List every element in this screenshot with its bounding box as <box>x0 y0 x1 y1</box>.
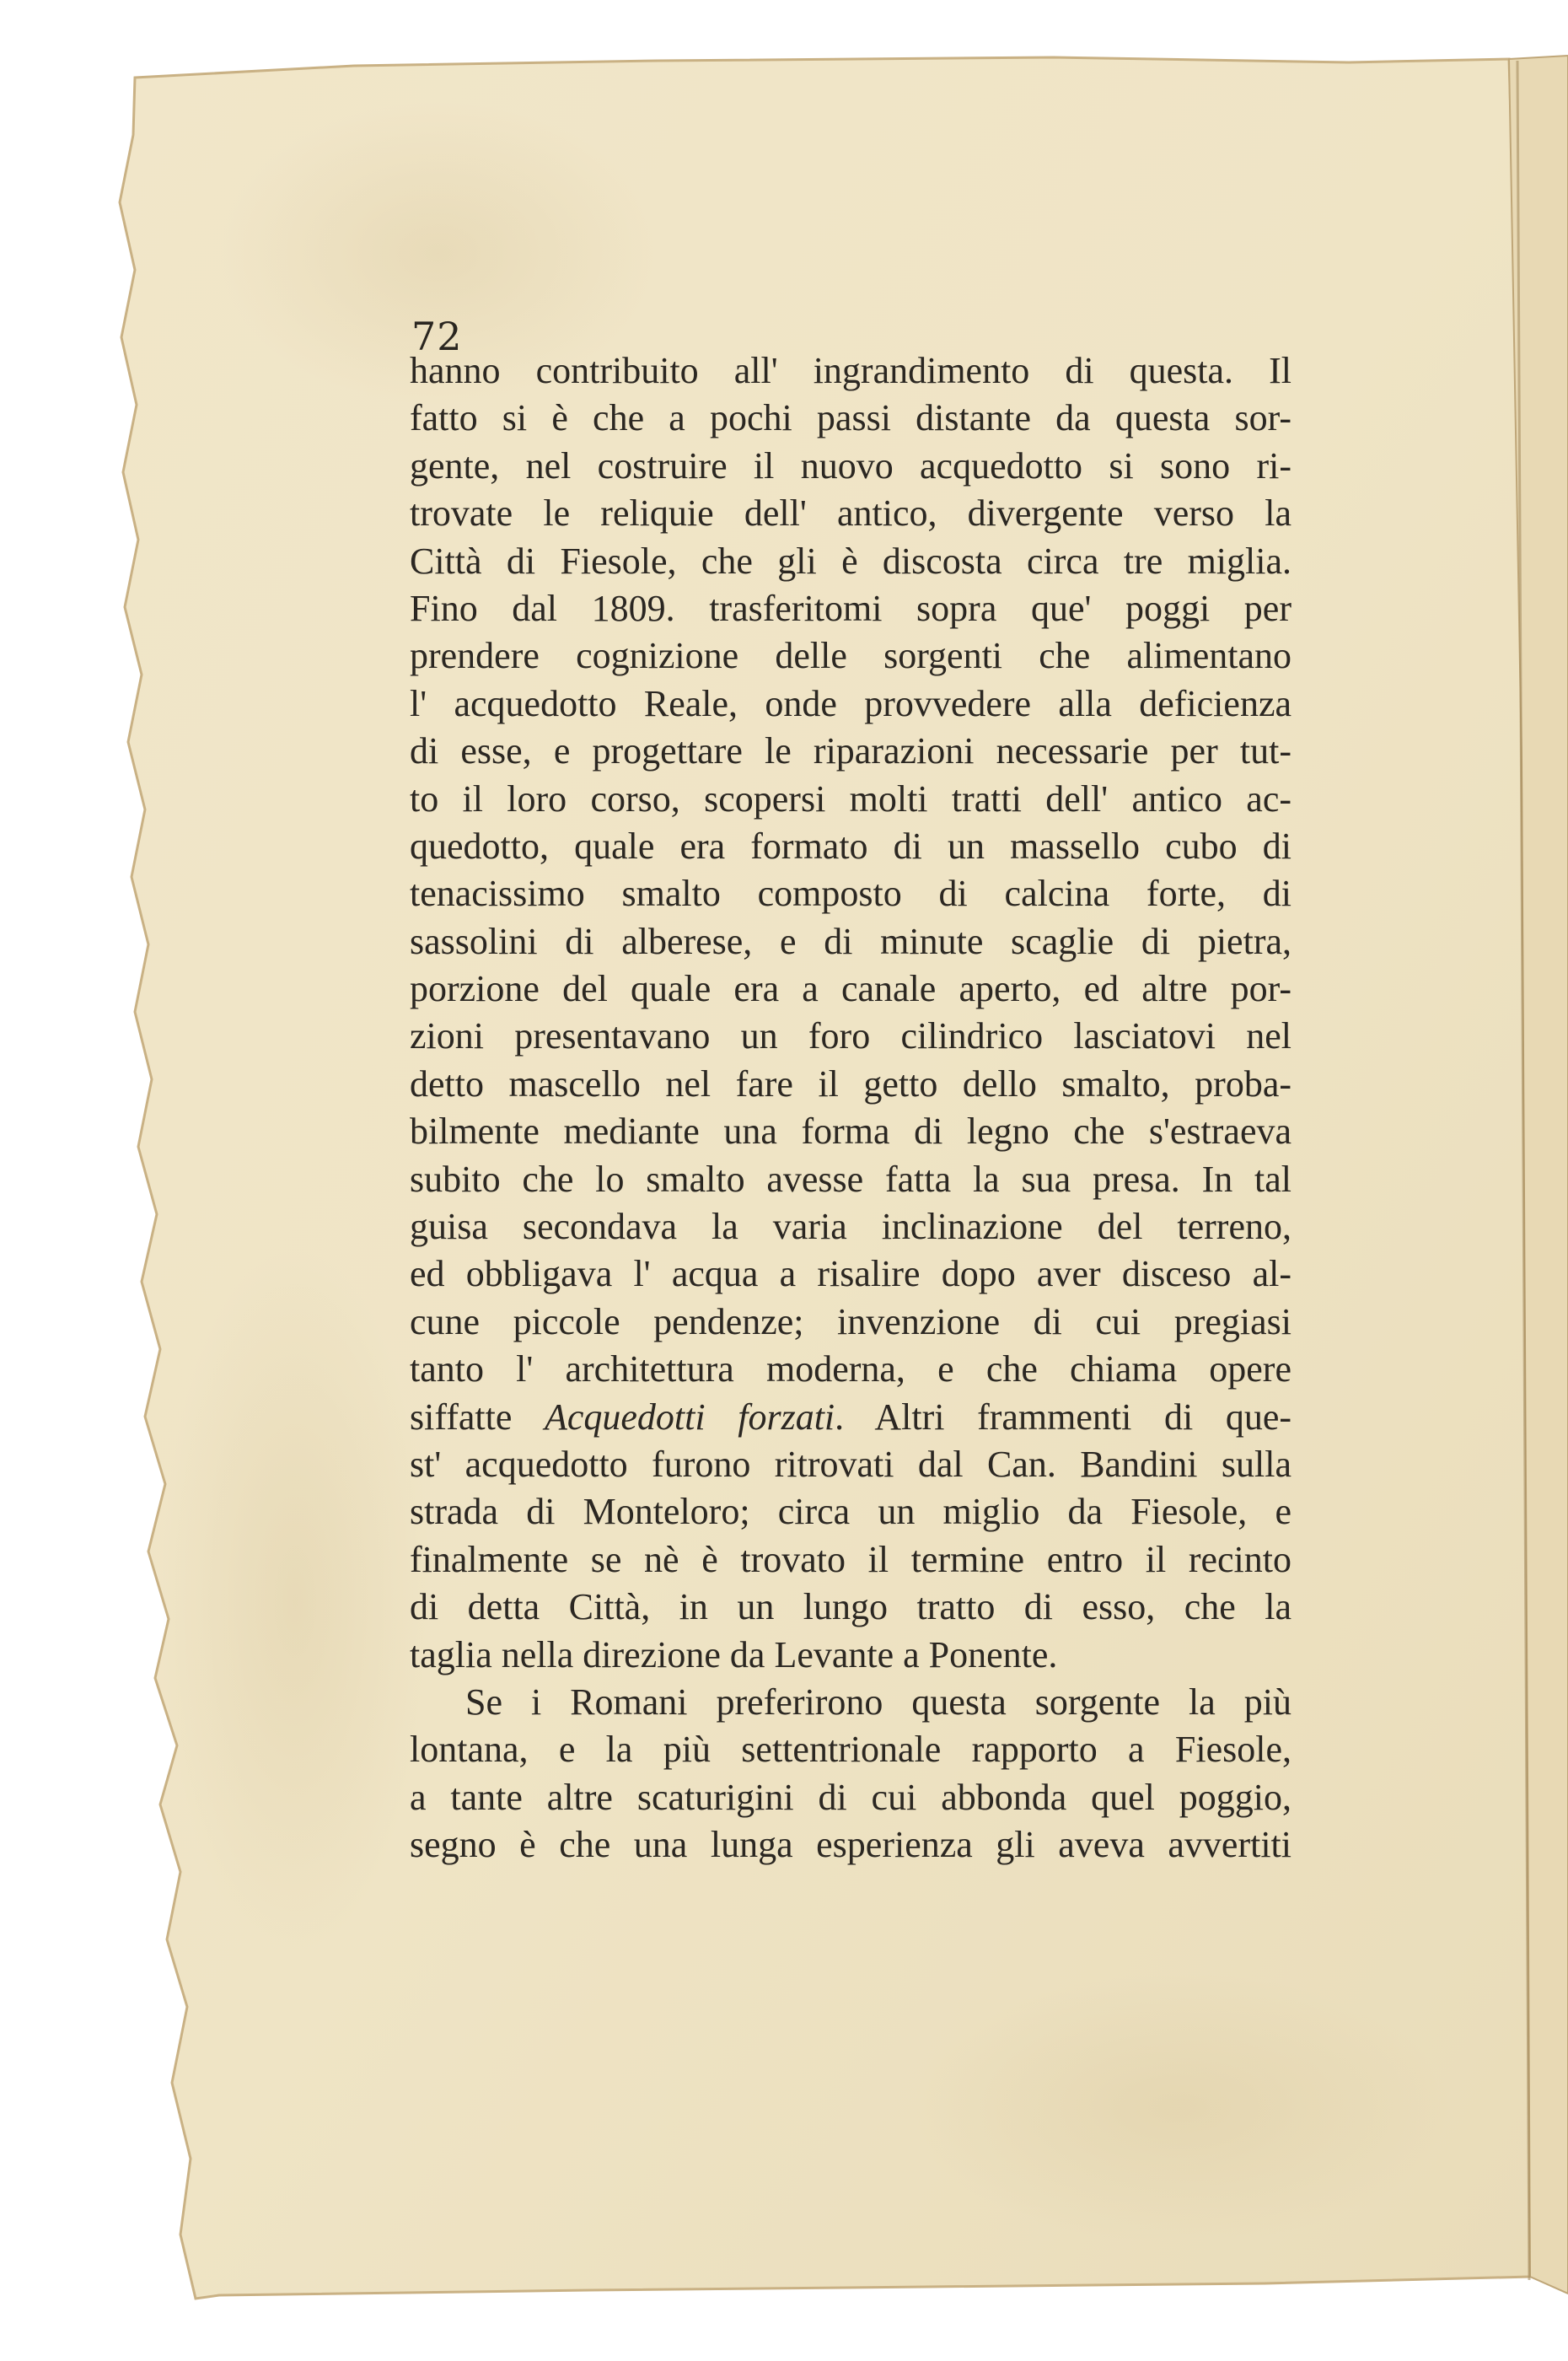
text-line: lontana, e la più settentrionale rapporto a Fiesole, <box>410 1729 1291 1771</box>
text-segment: siffatte <box>410 1396 545 1438</box>
italic-term: Acquedotti forzati <box>545 1396 835 1438</box>
text-line: tanto l' architettura moderna, e che chiama opere <box>410 1348 1291 1390</box>
text-line: detto mascello nel fare il getto dello smalto, proba- <box>410 1062 1291 1105</box>
text-line: trovate le reliquie dell' antico, divergente verso la <box>410 492 1291 535</box>
text-line: guisa secondava la varia inclinazione del terreno, <box>410 1206 1291 1248</box>
text-line: gente, nel costruire il nuovo acquedotto si sono ri- <box>410 444 1291 487</box>
text-line: subito che lo smalto avesse fatta la sua presa. In tal <box>410 1158 1291 1200</box>
text-line: to il loro corso, scopersi molti tratti dell' antico ac- <box>410 777 1291 820</box>
text-line: a tante altre scaturigini di cui abbonda quel poggio, <box>410 1776 1291 1818</box>
text-line: di esse, e progettare le riparazioni necessarie per tut- <box>410 730 1291 772</box>
text-line-italic-term <box>410 1394 1291 1441</box>
text-line: segno è che una lunga esperienza gli aveva avvertiti <box>410 1824 1291 1866</box>
text-line: fatto si è che a pochi passi distante da questa sor- <box>410 397 1291 439</box>
text-line: Fino dal 1809. trasferitomi sopra que' poggi per <box>410 587 1291 629</box>
body-text <box>410 347 1291 1869</box>
text-line: bilmente mediante una forma di legno che s'estraeva <box>410 1111 1291 1153</box>
text-line: tenacissimo smalto composto di calcina forte, di <box>410 873 1291 915</box>
text-line: st' acquedotto furono ritrovati dal Can. Bandini sulla <box>410 1443 1291 1485</box>
page-number: 72 <box>411 314 463 359</box>
text-line: sassolini di alberese, e di minute scaglie di pietra, <box>410 920 1291 962</box>
text-line: strada di Monteloro; circa un miglio da Fiesole, e <box>410 1491 1291 1533</box>
text-line: porzione del quale era a canale aperto, ed altre por- <box>410 968 1291 1010</box>
text-segment: . Altri frammenti di que- <box>835 1396 1291 1438</box>
text-line: prendere cognizione delle sorgenti che alimentano <box>410 635 1291 677</box>
text-line: finalmente se nè è trovato il termine entro il recinto <box>410 1538 1291 1580</box>
text-line: cune piccole pendenze; invenzione di cui pregiasi <box>410 1300 1291 1342</box>
text-line: ed obbligava l' acqua a risalire dopo aver disceso al- <box>410 1253 1291 1295</box>
text-line: zioni presentavano un foro cilindrico lasciatovi nel <box>410 1015 1291 1057</box>
text-line: hanno contribuito all' ingrandimento di questa. Il <box>410 350 1291 391</box>
text-line: di detta Città, in un lungo tratto di esso, che la <box>410 1586 1291 1628</box>
text-line: taglia nella direzione da Levante a Ponente. <box>410 1633 1058 1675</box>
text-line: Città di Fiesole, che gli è discosta circa tre miglia. <box>410 540 1291 582</box>
paragraph-start-line: Se i Romani preferirono questa sorgente la più <box>465 1681 1291 1723</box>
text-line: quedotto, quale era formato di un massello cubo di <box>410 825 1291 867</box>
text-line: l' acquedotto Reale, onde provvedere alla deficienza <box>410 682 1291 724</box>
